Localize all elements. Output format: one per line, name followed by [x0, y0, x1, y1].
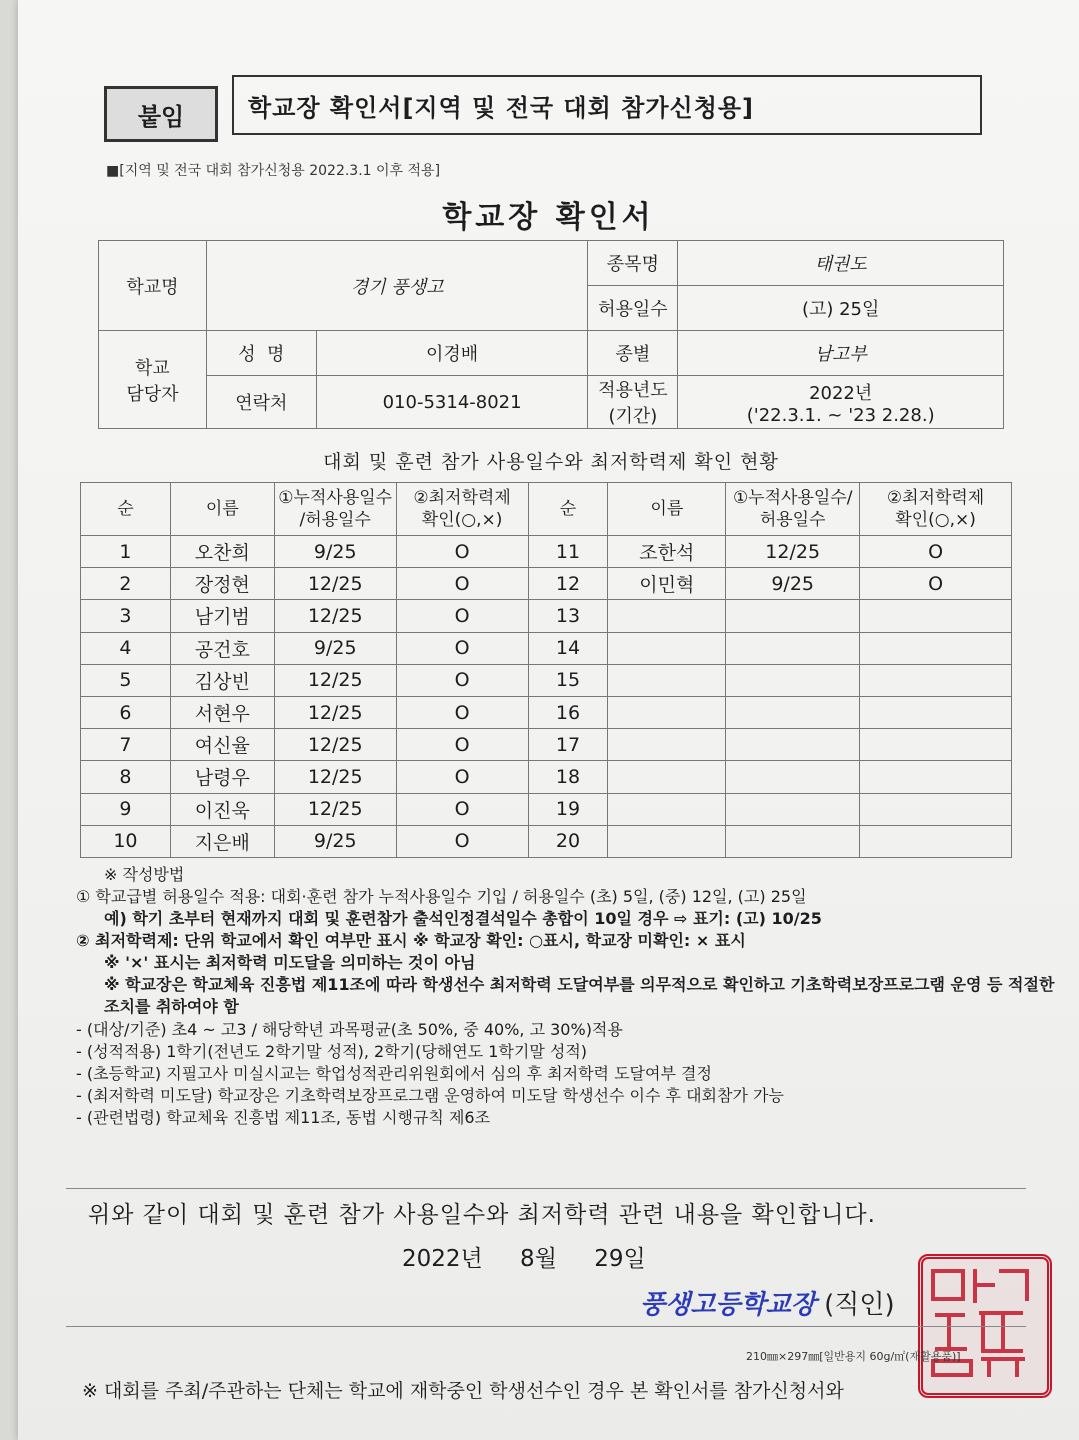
- instruction-dash-1: - (대상/기준) 초4 ~ 고3 / 해당학년 과목평균(초 50%, 중 40%, 고 30%)적용: [76, 1019, 623, 1039]
- row-name-2: [608, 664, 726, 696]
- row-name: 오찬희: [170, 536, 274, 568]
- row-used: 12/25: [274, 568, 396, 600]
- table-row: [81, 568, 1012, 600]
- row-used-2: 9/25: [726, 568, 860, 600]
- row-used-2: 12/25: [726, 536, 860, 568]
- row-no-2: 18: [528, 761, 608, 793]
- row-name-2: [608, 761, 726, 793]
- year-value: 2022년 ('22.3.1. ~ '23 2.28.): [678, 376, 1004, 429]
- row-used: 12/25: [274, 793, 396, 825]
- instruction-note-2: ※ 학교장은 학교체육 진흥법 제11조에 따라 학생선수 최저학력 도달여부를 의무적으로 확인하고 기초학력보장프로그램 운영 등 적절한 조치를 취하여야 함: [104, 975, 1055, 1017]
- phone-value: 010-5314-8021: [316, 376, 588, 429]
- row-used: 9/25: [274, 632, 396, 664]
- row-no: 3: [81, 600, 171, 632]
- row-check: O: [396, 600, 528, 632]
- table-row: [81, 696, 1012, 728]
- instruction-example: 예) 학기 초부터 현재까지 대회 및 훈련참가 출석인정결석일수 총합이 10일 경우 ⇨ 표기: (고) 10/25: [104, 909, 822, 929]
- contact-person-label: 학교 담당자: [99, 331, 207, 429]
- row-name-2: [608, 825, 726, 857]
- instruction-line-2: ② 최저학력제: 단위 학교에서 확인 여부만 표시 ※ 학교장 확인: ○표시, 학교장 미확인: × 표시: [76, 931, 746, 951]
- instruction-dash-3: - (초등학교) 지필고사 미실시교는 학업성적관리위원회에서 심의 후 최저학력 도달여부 결정: [76, 1063, 712, 1083]
- row-no: 10: [81, 825, 171, 857]
- school-value: 경기 풍생고: [206, 241, 588, 331]
- applicability-note: ■[지역 및 전국 대회 참가신청용 2022.3.1 이후 적용]: [106, 163, 441, 179]
- name-value: 이경배: [316, 331, 588, 376]
- row-used-2: [726, 664, 860, 696]
- event-label: 종목명: [588, 241, 678, 286]
- status-title: 대회 및 훈련 참가 사용일수와 최저학력제 확인 현황: [323, 451, 779, 473]
- row-name: 남기범: [170, 600, 274, 632]
- seal-pattern-icon: [923, 1259, 1037, 1383]
- division-value: 남고부: [678, 331, 1004, 376]
- row-no: 9: [81, 793, 171, 825]
- row-no-2: 14: [528, 632, 608, 664]
- header-no: 순: [81, 483, 171, 536]
- instructions: [76, 864, 1056, 1129]
- row-name: 남령우: [170, 761, 274, 793]
- row-check: O: [396, 568, 528, 600]
- row-used: 9/25: [274, 825, 396, 857]
- table-row: [81, 793, 1012, 825]
- footer-note: ※ 대회를 주최/주관하는 단체는 학교에 재학중인 학생선수인 경우 본 확인서를 참가신청서와: [82, 1380, 844, 1402]
- header-academic-check: ②최저학력제 확인(○,×): [396, 483, 528, 536]
- row-used: 12/25: [274, 729, 396, 761]
- row-check-2: O: [860, 568, 1012, 600]
- row-name: 공건호: [170, 632, 274, 664]
- row-used: 12/25: [274, 696, 396, 728]
- school-label: 학교명: [99, 241, 207, 331]
- row-name: 김상빈: [170, 664, 274, 696]
- instruction-note-1: ※ '×' 표시는 최저학력 미도달을 의미하는 것이 아님: [104, 953, 476, 973]
- row-no: 6: [81, 696, 171, 728]
- row-name: 장정현: [170, 568, 274, 600]
- name-label: 성 명: [206, 331, 316, 376]
- row-no-2: 17: [528, 729, 608, 761]
- row-name-2: [608, 696, 726, 728]
- attachment-label: 붙임: [104, 86, 218, 142]
- table-row: [81, 600, 1012, 632]
- row-name-2: [608, 600, 726, 632]
- row-check: O: [396, 825, 528, 857]
- row-check: O: [396, 729, 528, 761]
- row-no: 5: [81, 664, 171, 696]
- row-used: 9/25: [274, 536, 396, 568]
- divider: [66, 1188, 1026, 1189]
- row-no-2: 19: [528, 793, 608, 825]
- row-no-2: 16: [528, 696, 608, 728]
- row-name-2: [608, 632, 726, 664]
- row-no: 2: [81, 568, 171, 600]
- row-no: 7: [81, 729, 171, 761]
- instruction-line-1: ① 학교급별 허용일수 적용: 대회·훈련 참가 누적사용일수 기입 / 허용일수 (초) 5일, (중) 12일, (고) 25일: [76, 887, 807, 907]
- row-used-2: [726, 793, 860, 825]
- row-used-2: [726, 729, 860, 761]
- row-no-2: 13: [528, 600, 608, 632]
- row-used-2: [726, 761, 860, 793]
- row-check-2: [860, 825, 1012, 857]
- header-academic-check-2: ②최저학력제 확인(○,×): [860, 483, 1012, 536]
- allowed-days-value: (고) 25일: [678, 286, 1004, 331]
- header-name: 이름: [170, 483, 274, 536]
- row-used: 12/25: [274, 600, 396, 632]
- paper-spec: 210㎜×297㎜[일반용지 60g/㎡(재활용품)]: [746, 1350, 961, 1363]
- header-title: 학교장 확인서[지역 및 전국 대회 참가신청용]: [232, 75, 982, 135]
- row-name-2: [608, 793, 726, 825]
- header-used-days-2: ①누적사용일수/ 허용일수: [726, 483, 860, 536]
- year-label: 적용년도 (기간): [588, 376, 678, 429]
- signature-line: [640, 1284, 895, 1321]
- row-used-2: [726, 696, 860, 728]
- principal-stamp-text: 풍생고등학교장: [640, 1290, 816, 1320]
- phone-label: 연락처: [206, 376, 316, 429]
- row-name: 지은배: [170, 825, 274, 857]
- header-used-days: ①누적사용일수 /허용일수: [274, 483, 396, 536]
- row-check: O: [396, 664, 528, 696]
- roster-table: [80, 482, 1012, 858]
- row-name-2: 조한석: [608, 536, 726, 568]
- instruction-dash-2: - (성적적용) 1학기(전년도 2학기말 성적), 2학기(당해연도 1학기말 성적): [76, 1041, 588, 1061]
- row-used-2: [726, 825, 860, 857]
- signing-date: 2022년 8월 29일: [402, 1246, 646, 1272]
- row-name-2: [608, 729, 726, 761]
- row-check-2: [860, 696, 1012, 728]
- row-check: O: [396, 632, 528, 664]
- page-title: 학교장 확인서: [442, 200, 655, 235]
- confirmation-statement: 위와 같이 대회 및 훈련 참가 사용일수와 최저학력 관련 내용을 확인합니다.: [88, 1202, 876, 1228]
- row-name: 이진욱: [170, 793, 274, 825]
- table-row: [81, 536, 1012, 568]
- row-name-2: 이민혁: [608, 568, 726, 600]
- row-check-2: [860, 793, 1012, 825]
- row-used: 12/25: [274, 664, 396, 696]
- row-no-2: 20: [528, 825, 608, 857]
- table-row: [81, 761, 1012, 793]
- division-label: 종별: [588, 331, 678, 376]
- row-no: 8: [81, 761, 171, 793]
- divider: [66, 1326, 1026, 1327]
- table-row: [81, 632, 1012, 664]
- row-no-2: 12: [528, 568, 608, 600]
- row-check-2: [860, 729, 1012, 761]
- row-check: O: [396, 536, 528, 568]
- row-check: O: [396, 793, 528, 825]
- table-row: [81, 825, 1012, 857]
- document-page: [18, 0, 1079, 1440]
- row-no: 4: [81, 632, 171, 664]
- allowed-days-label: 허용일수: [588, 286, 678, 331]
- row-name: 서현우: [170, 696, 274, 728]
- row-check-2: [860, 632, 1012, 664]
- row-no-2: 11: [528, 536, 608, 568]
- row-used-2: [726, 632, 860, 664]
- event-value: 태권도: [678, 241, 1004, 286]
- table-row: [81, 729, 1012, 761]
- official-seal-label: (직인): [824, 1290, 895, 1320]
- instruction-dash-5: - (관련법령) 학교체육 진흥법 제11조, 동법 시행규칙 제6조: [76, 1107, 491, 1127]
- table-row: [81, 664, 1012, 696]
- row-no: 1: [81, 536, 171, 568]
- row-check-2: [860, 600, 1012, 632]
- header-no-2: 순: [528, 483, 608, 536]
- instruction-dash-4: - (최저학력 미도달) 학교장은 기초학력보장프로그램 운영하여 미도달 학생선수 이수 후 대회참가 가능: [76, 1085, 784, 1105]
- row-check: O: [396, 761, 528, 793]
- instructions-heading: ※ 작성방법: [104, 865, 185, 884]
- row-check: O: [396, 696, 528, 728]
- row-name: 여신율: [170, 729, 274, 761]
- row-check-2: [860, 664, 1012, 696]
- row-check-2: O: [860, 536, 1012, 568]
- row-used-2: [726, 600, 860, 632]
- row-no-2: 15: [528, 664, 608, 696]
- info-table: [98, 240, 1004, 429]
- row-used: 12/25: [274, 761, 396, 793]
- header-name-2: 이름: [608, 483, 726, 536]
- row-check-2: [860, 761, 1012, 793]
